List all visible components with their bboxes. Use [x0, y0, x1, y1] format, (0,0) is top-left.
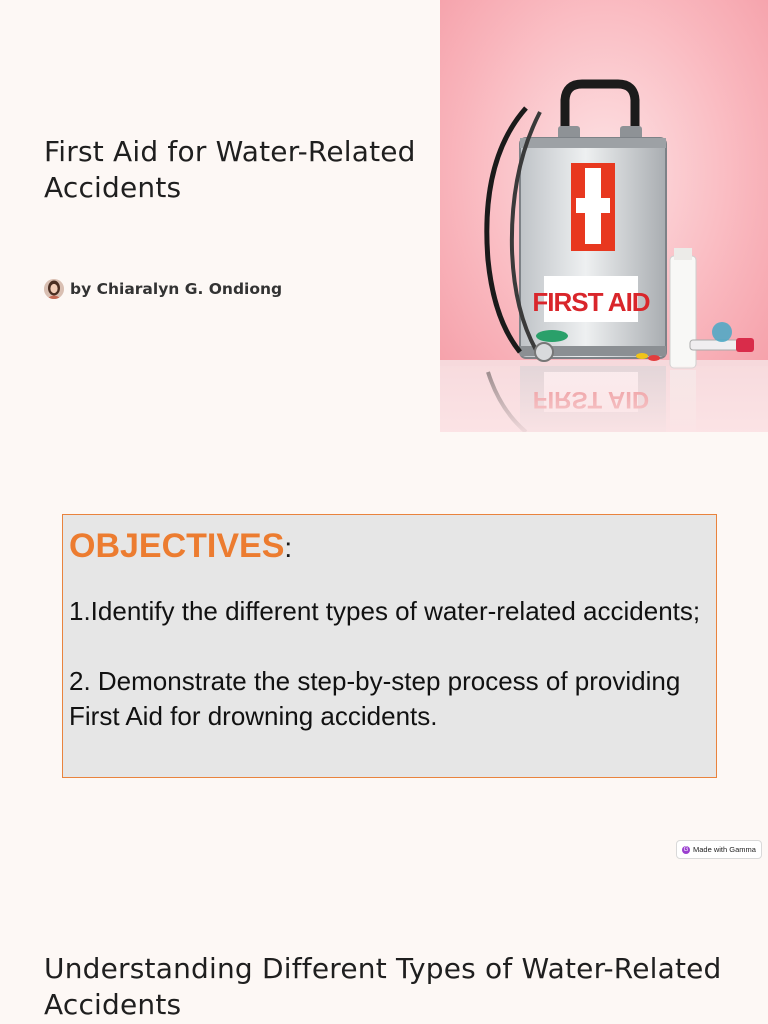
- made-with-gamma-badge[interactable]: [676, 840, 762, 859]
- author-avatar: [44, 279, 64, 299]
- objectives-heading-colon: :: [284, 532, 293, 563]
- section-title: Understanding Different Types of Water-Related Accidents: [44, 952, 722, 1021]
- first-aid-kit-image: [440, 0, 768, 432]
- gamma-badge-label: Made with Gamma: [693, 845, 756, 854]
- objectives-heading: [69, 521, 710, 573]
- objective-item-1: 1.Identify the different types of water-related accidents;: [69, 596, 701, 626]
- author-byline: [44, 279, 282, 299]
- slide-title: First Aid for Water-Related Accidents: [44, 135, 416, 204]
- kit-label: FIRST AID: [532, 287, 650, 317]
- gamma-logo-icon: G: [683, 846, 689, 853]
- objectives-box: [62, 514, 717, 778]
- objectives-heading-text: OBJECTIVES: [69, 527, 285, 565]
- objective-item-2: 2. Demonstrate the step-by-step process of providing First Aid for drowning accidents.: [69, 666, 681, 731]
- author-name: by Chiaralyn G. Ondiong: [70, 280, 283, 298]
